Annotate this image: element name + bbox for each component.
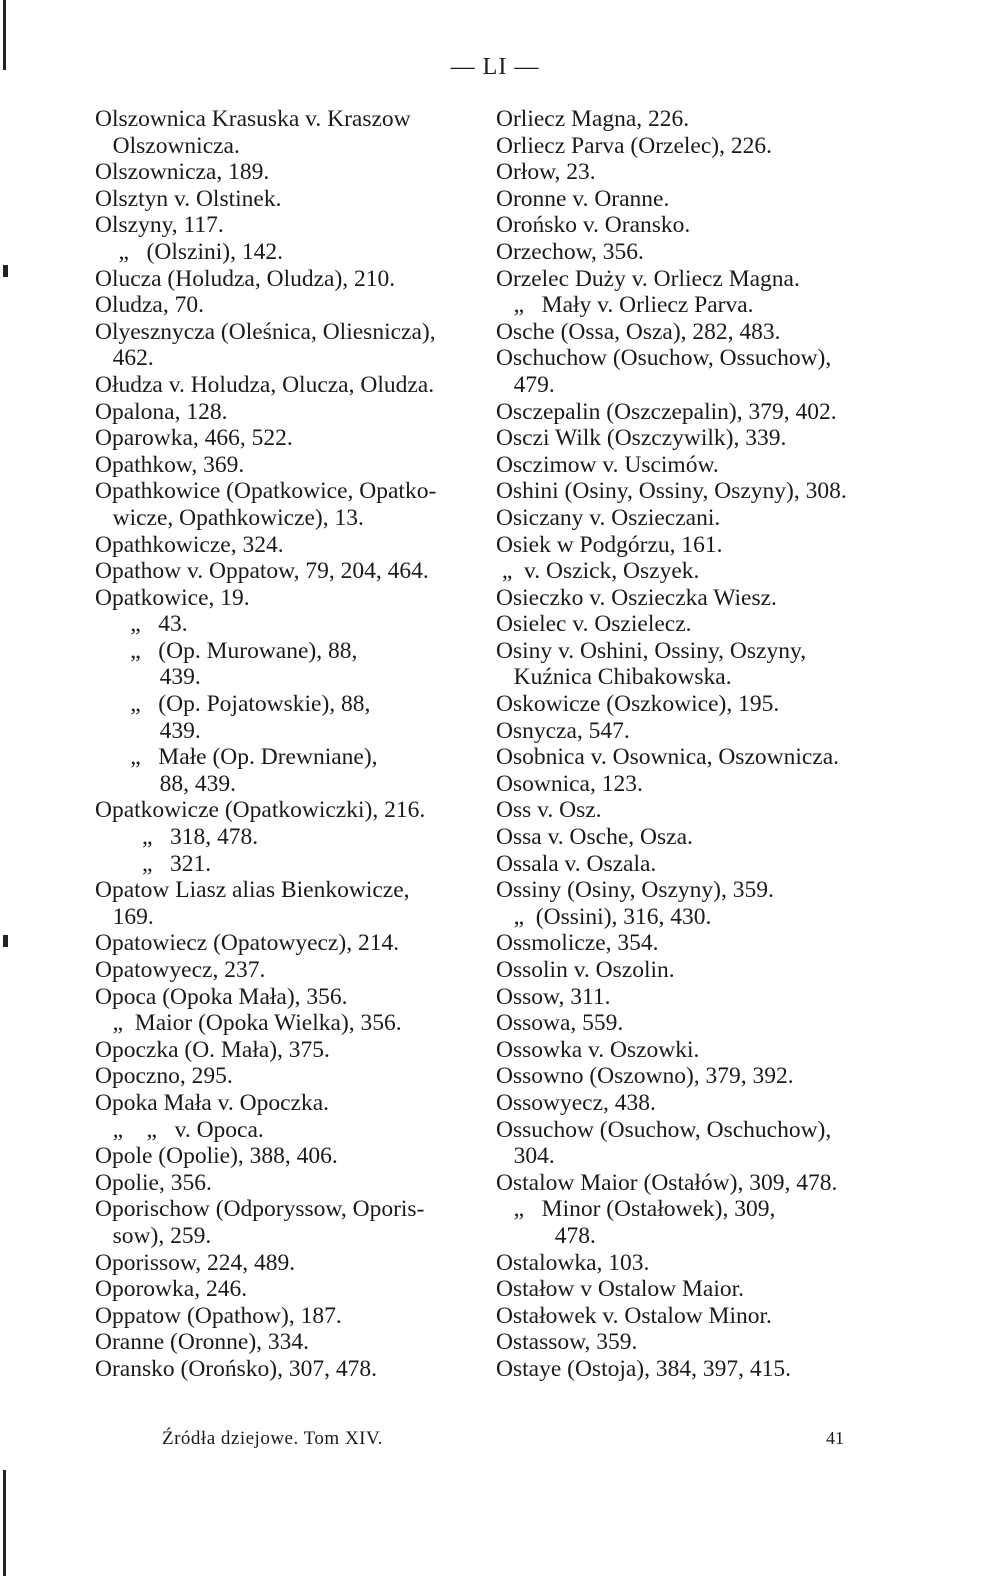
index-entry-line: Ołudza v. Holudza, Olucza, Oludza. <box>95 371 435 398</box>
index-entry-line: Oporowka, 246. <box>95 1276 248 1303</box>
index-entry-line: Opolie, 356. <box>95 1169 212 1196</box>
index-entry-line: Ostaye (Ostoja), 384, 397, 415. <box>496 1355 792 1382</box>
index-entry-line: „ Mały v. Orliecz Parva. <box>496 292 754 319</box>
index-entry-line: Olszownica Krasuska v. Kraszow <box>95 106 411 132</box>
index-entry-line: Olucza (Holudza, Oludza), 210. <box>95 265 396 292</box>
index-entry-line: „ (Op. Pojatowskie), 88, <box>95 691 371 718</box>
index-entry-line: 479. <box>496 371 555 398</box>
index-entry-line: Orłow, 23. <box>496 159 596 186</box>
index-entry-line: Oschuchow (Osuchow, Ossuchow), <box>496 345 832 372</box>
index-entry-line: Ossowa, 559. <box>496 1010 624 1037</box>
index-entry-line: Opoca (Opoka Mała), 356. <box>95 983 348 1010</box>
index-entry-line: Opathkowice (Opatkowice, Opatko- <box>95 478 437 505</box>
index-column-right <box>496 106 896 1383</box>
scan-edge-mark-top <box>3 0 6 70</box>
index-entry-line: Opathow v. Oppatow, 79, 204, 464. <box>95 558 429 585</box>
index-entry-line: „ (Ossini), 316, 430. <box>496 903 712 930</box>
index-entry-line: Opoka Mała v. Opoczka. <box>95 1089 330 1116</box>
index-entry-line: Oranne (Oronne), 334. <box>95 1329 310 1356</box>
index-entry-line: Oludza, 70. <box>95 292 204 319</box>
index-entry-line: Ossa v. Osche, Osza. <box>496 824 693 851</box>
index-entry-line: Oronne v. Oranne. <box>496 185 670 212</box>
index-entry-line: 462. <box>95 345 154 372</box>
index-entry-line: 478. <box>496 1222 596 1249</box>
index-entry-line: Opoczka (O. Mała), 375. <box>95 1036 330 1063</box>
index-entry-line: Osczepalin (Oszczepalin), 379, 402. <box>496 398 837 425</box>
index-entry-line: Oshini (Osiny, Ossiny, Oszyny), 308. <box>496 478 847 505</box>
index-entry-line: Osielec v. Oszielecz. <box>496 611 692 638</box>
index-entry-line: Orzelec Duży v. Orliecz Magna. <box>496 265 800 292</box>
scan-edge-mark-dot <box>3 935 8 947</box>
scan-edge-mark-dot <box>3 265 8 277</box>
index-entry-line: Orzechow, 356. <box>496 238 644 265</box>
index-entry-line: Orońsko v. Oransko. <box>496 212 691 239</box>
index-entry-line: Orliecz Magna, 226. <box>496 106 690 132</box>
index-entry-line: Oppatow (Opathow), 187. <box>95 1302 342 1329</box>
index-entry-line: Opole (Opolie), 388, 406. <box>95 1143 338 1170</box>
index-entry-line: Ostassow, 359. <box>496 1329 638 1356</box>
index-entry-line: wicze, Opathkowicze), 13. <box>95 504 364 531</box>
index-entry-line: Opatow Liasz alias Bienkowicze, <box>95 877 410 904</box>
index-entry-line: Opatkowice, 19. <box>95 584 250 611</box>
index-entry-line: Ossolin v. Oszolin. <box>496 957 675 983</box>
index-entry-line: Orliecz Parva (Orzelec), 226. <box>496 132 772 159</box>
index-entry-line: „ „ v. Opoca. <box>95 1116 264 1143</box>
index-entry-line: Oss v. Osz. <box>496 797 602 824</box>
index-entry-line: Ossowno (Oszowno), 379, 392. <box>496 1063 794 1090</box>
index-entry-line: 439. <box>95 664 201 691</box>
index-entry-line: Osczi Wilk (Oszczywilk), 339. <box>496 425 787 452</box>
index-entry-line: Oparowka, 466, 522. <box>95 425 293 452</box>
index-entry-line: „ Maior (Opoka Wielka), 356. <box>95 1010 402 1037</box>
signature-mark: 41 <box>826 1428 844 1448</box>
index-column-left <box>95 106 500 1383</box>
index-entry-line: „ 321. <box>95 850 212 877</box>
index-entry-line: Ossow, 311. <box>496 983 611 1010</box>
index-entry-line: Osche (Ossa, Osza), 282, 483. <box>496 318 781 345</box>
index-entry-line: Ossala v. Oszala. <box>496 850 657 877</box>
index-entry-line: Olszownicza, 189. <box>95 159 270 186</box>
index-entry-line: „ 43. <box>95 611 188 638</box>
index-entry-line: Oransko (Orońsko), 307, 478. <box>95 1355 377 1382</box>
index-entry-line: Ostałow v Ostalow Maior. <box>496 1276 745 1303</box>
index-entry-line: Opathkow, 369. <box>95 451 245 478</box>
index-entry-line: Osiczany v. Oszieczani. <box>496 504 721 531</box>
index-entry-line: Olyesznycza (Oleśnica, Oliesnicza), <box>95 318 436 345</box>
index-entry-line: Ossowyecz, 438. <box>496 1089 656 1116</box>
index-entry-line: Osieczko v. Oszieczka Wiesz. <box>496 584 777 611</box>
index-entry-line: Olszyny, 117. <box>95 212 224 239</box>
index-entry-line: Osobnica v. Osownica, Oszownicza. <box>496 744 840 771</box>
index-entry-line: „ 318, 478. <box>95 824 259 851</box>
index-entry-line: Kuźnica Chibakowska. <box>496 664 732 691</box>
page-header-text: — LI — <box>450 54 540 80</box>
index-entry-line: „ (Op. Murowane), 88, <box>95 637 358 664</box>
index-entry-line: Opatowiecz (Opatowyecz), 214. <box>95 930 400 957</box>
index-entry-line: „ Małe (Op. Drewniane), <box>95 744 378 771</box>
page-footer: Źródła dziejowe. Tom XIV. <box>162 1428 384 1449</box>
index-entry-line: Ossiny (Osiny, Oszyny), 359. <box>496 877 774 904</box>
index-entry-line: Opatkowicze (Opatkowiczki), 216. <box>95 797 426 824</box>
index-entry-line: Ossuchow (Osuchow, Oschuchow), <box>496 1116 832 1143</box>
index-entry-line: Osownica, 123. <box>496 770 643 797</box>
index-entry-line: 439. <box>95 717 201 744</box>
index-entry-line: Oporissow, 224, 489. <box>95 1249 296 1276</box>
index-entry-line: 88, 439. <box>95 770 236 797</box>
index-entry-line: „ v. Oszick, Oszyek. <box>496 558 700 585</box>
index-entry-line: Osczimow v. Uscimów. <box>496 451 719 478</box>
index-entry-line: Osiek w Podgórzu, 161. <box>496 531 723 558</box>
index-entry-line: Olsztyn v. Olstinek. <box>95 185 282 212</box>
index-entry-line: Ossowka v. Oszowki. <box>496 1036 700 1063</box>
index-entry-line: Opatowyecz, 237. <box>95 957 266 983</box>
index-entry-line: Osiny v. Oshini, Ossiny, Oszyny, <box>496 637 807 664</box>
index-entry-line: 304. <box>496 1143 555 1170</box>
index-entry-line: Ostalowka, 103. <box>496 1249 650 1276</box>
index-entry-line: 169. <box>95 903 154 930</box>
index-entry-line: Opathkowicze, 324. <box>95 531 284 558</box>
scan-edge-mark-bottom <box>3 1470 6 1576</box>
index-entry-line: „ Minor (Ostałowek), 309, <box>496 1196 776 1223</box>
index-entry-line: Olszownicza. <box>95 132 240 159</box>
index-entry-line: Ostalow Maior (Ostałów), 309, 478. <box>496 1169 838 1196</box>
index-entry-line: Ostałowek v. Ostalow Minor. <box>496 1302 772 1329</box>
index-entry-line: „ (Olszini), 142. <box>95 238 283 265</box>
index-entry-line: Opalona, 128. <box>95 398 228 425</box>
index-entry-line: Ossmolicze, 354. <box>496 930 659 957</box>
index-entry-line: Oporischow (Odporyssow, Oporis- <box>95 1196 425 1223</box>
index-entry-line: Osnycza, 547. <box>496 717 630 744</box>
index-entry-line: Oskowicze (Oszkowice), 195. <box>496 691 780 718</box>
index-entry-line: Opoczno, 295. <box>95 1063 233 1090</box>
index-entry-line: sow), 259. <box>95 1222 212 1249</box>
page-header <box>0 54 1000 81</box>
